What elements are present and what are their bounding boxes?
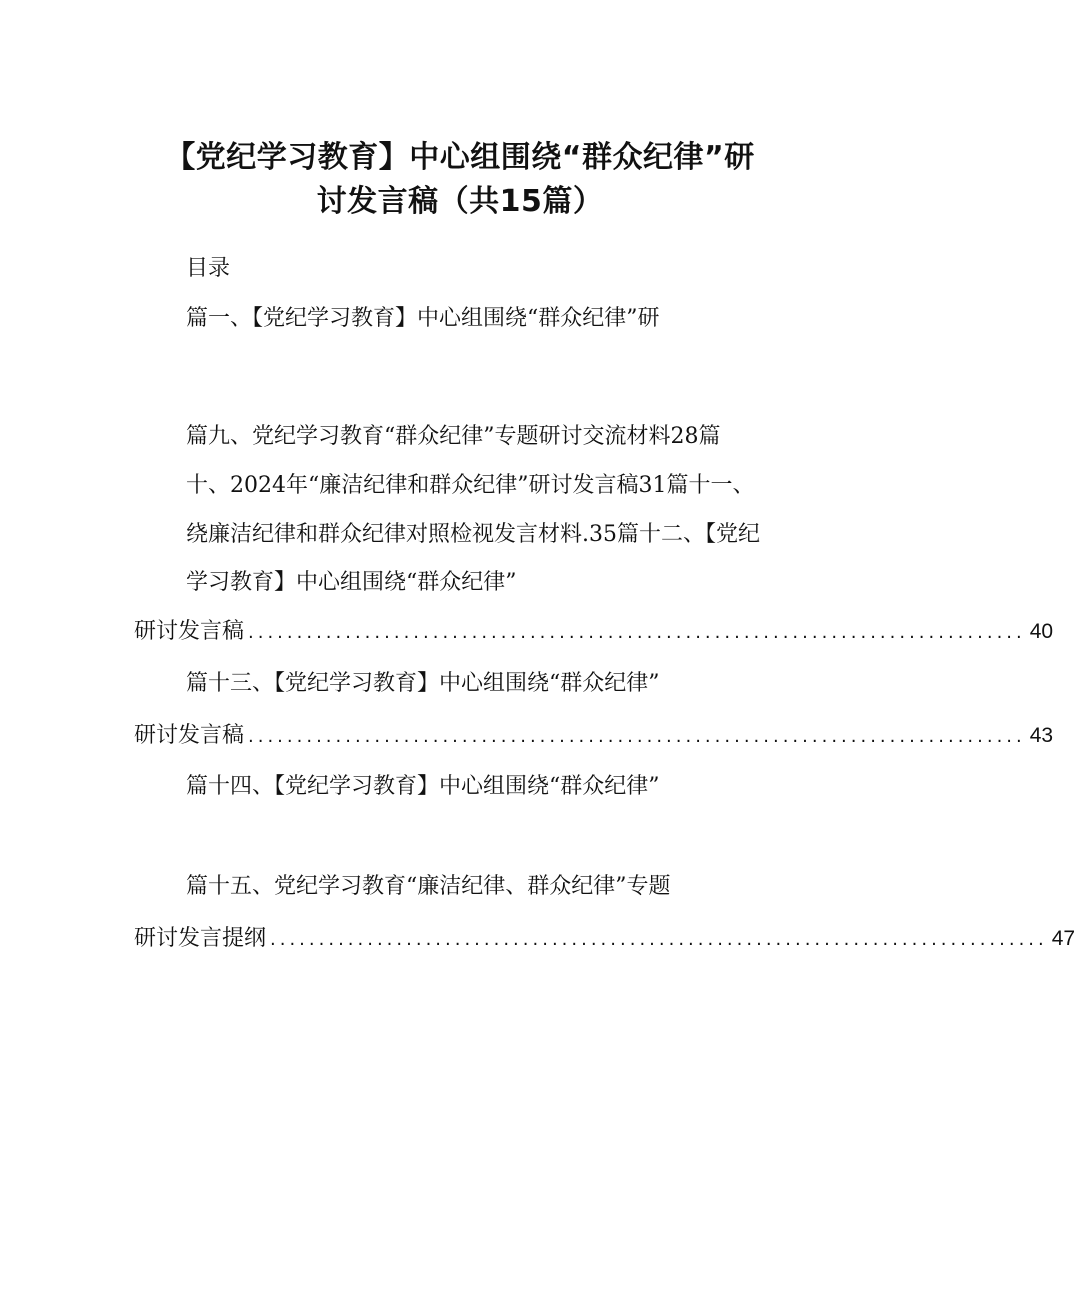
toc-line[interactable]: 篇十三、【党纪学习教育】中心组围绕“群众纪律” [186, 671, 660, 696]
toc-heading: 目录 [186, 256, 231, 281]
toc-entry-label: 研讨发言提纲 [134, 926, 267, 951]
toc-entry-label: 研讨发言稿 [134, 619, 245, 644]
document-title-line-2: 讨发言稿（共15篇） [316, 184, 604, 219]
toc-line[interactable]: 十、2024年“廉洁纪律和群众纪律”研讨发言稿31篇十一、 [186, 473, 755, 498]
toc-entry-label: 研讨发言稿 [134, 723, 245, 748]
toc-leader-dots: ................................................................................ [248, 726, 1026, 747]
toc-line[interactable]: 绕廉洁纪律和群众纪律对照检视发言材料.35篇十二、【党纪 [186, 522, 760, 547]
toc-line[interactable]: 篇九、党纪学习教育“群众纪律”专题研讨交流材料28篇 [186, 424, 721, 449]
toc-entry-page: 47 [1051, 927, 1075, 950]
toc-entry-page: 40 [1029, 620, 1054, 643]
toc-entry[interactable] [134, 922, 1075, 957]
toc-line[interactable]: 篇一、【党纪学习教育】中心组围绕“群众纪律”研 [186, 306, 660, 331]
toc-line[interactable]: 篇十四、【党纪学习教育】中心组围绕“群众纪律” [186, 774, 660, 799]
toc-leader-dots: ................................................................................ [248, 622, 1026, 643]
toc-line[interactable]: 篇十五、党纪学习教育“廉洁纪律、群众纪律”专题 [186, 874, 671, 899]
toc-entry[interactable] [134, 719, 1054, 754]
toc-line[interactable]: 学习教育】中心组围绕“群众纪律” [186, 570, 517, 595]
document-title-line-1: 【党纪学习教育】中心组围绕“群众纪律”研 [165, 140, 755, 175]
toc-entry-page: 43 [1029, 724, 1054, 747]
toc-entry[interactable] [134, 615, 1054, 650]
toc-leader-dots: ................................................................................ [270, 929, 1048, 950]
